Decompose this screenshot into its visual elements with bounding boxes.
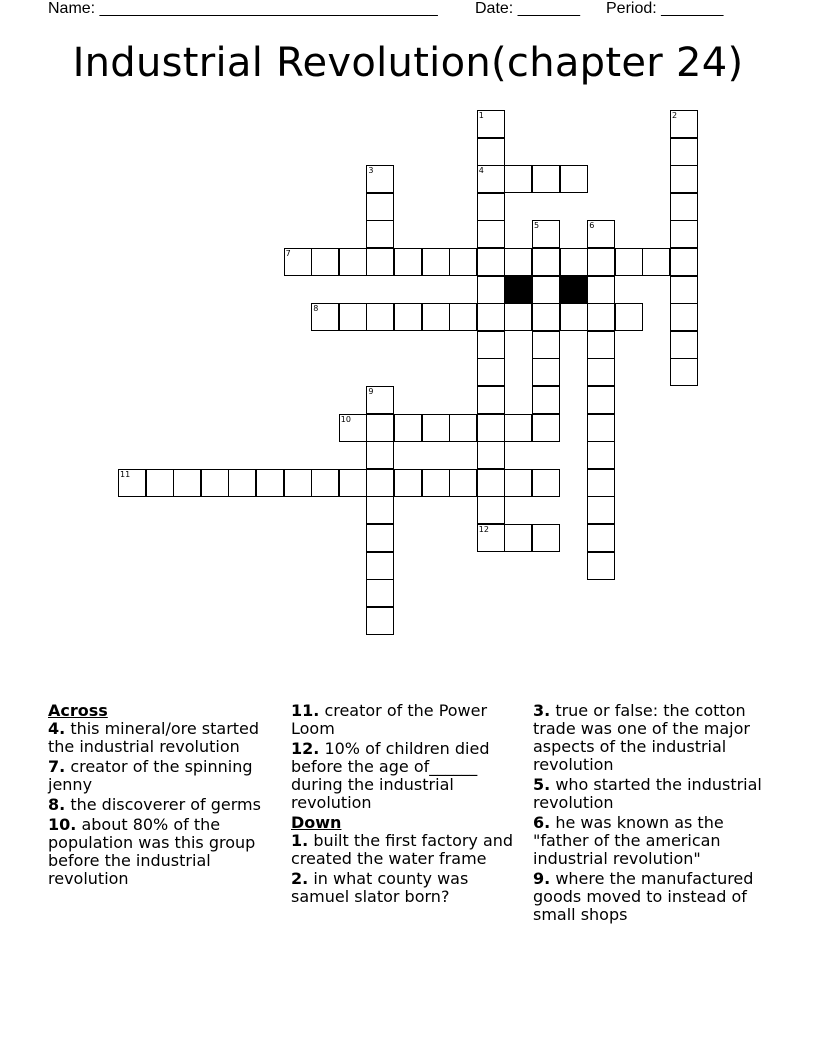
grid-cell[interactable]	[504, 414, 532, 442]
clue-number-4: 4	[478, 166, 484, 176]
grid-cell[interactable]	[587, 358, 615, 386]
grid-cell[interactable]	[532, 165, 560, 193]
grid-cell[interactable]	[587, 248, 615, 276]
grid-cell[interactable]	[477, 469, 505, 497]
grid-cell[interactable]	[587, 386, 615, 414]
grid-cell[interactable]	[422, 248, 450, 276]
grid-cell[interactable]	[587, 303, 615, 331]
grid-cell[interactable]	[339, 469, 367, 497]
clue-column-3	[533, 702, 763, 926]
grid-cell[interactable]	[366, 414, 394, 442]
black-cell	[560, 276, 588, 304]
grid-cell[interactable]	[477, 276, 505, 304]
grid-cell[interactable]	[311, 469, 339, 497]
grid-cell[interactable]	[422, 303, 450, 331]
grid-cell[interactable]	[366, 496, 394, 524]
grid-cell[interactable]	[366, 579, 394, 607]
clue-number-10: 10	[340, 414, 351, 424]
period-field[interactable]: Period: _______	[606, 0, 724, 17]
clue-number-5: 5	[534, 221, 540, 231]
grid-cell[interactable]	[670, 358, 698, 386]
clue-column-1	[48, 702, 278, 890]
grid-cell[interactable]	[477, 193, 505, 221]
grid-cell[interactable]	[587, 524, 615, 552]
grid-cell[interactable]	[422, 469, 450, 497]
grid-cell[interactable]	[366, 469, 394, 497]
clue-column-2	[291, 702, 521, 908]
clue-number-9: 9	[368, 387, 374, 396]
grid-cell[interactable]	[587, 552, 615, 580]
grid-cell[interactable]	[366, 607, 394, 635]
grid-cell[interactable]	[532, 276, 560, 304]
grid-cell[interactable]	[670, 303, 698, 331]
grid-cell[interactable]	[311, 248, 339, 276]
grid-cell[interactable]	[587, 469, 615, 497]
grid-cell[interactable]	[449, 469, 477, 497]
clue-down-9: 9. where the manufactured goods moved to instead of small shops	[533, 869, 754, 924]
name-field[interactable]: Name: ______________________________________	[48, 0, 438, 17]
grid-cell[interactable]	[504, 469, 532, 497]
grid-cell[interactable]	[477, 358, 505, 386]
grid-cell[interactable]	[587, 331, 615, 359]
grid-cell[interactable]	[339, 248, 367, 276]
grid-cell[interactable]	[532, 358, 560, 386]
grid-cell[interactable]	[504, 165, 532, 193]
clue-down-6: 6. he was known as the "father of the american industrial revolution"	[533, 813, 724, 868]
grid-cell[interactable]	[449, 414, 477, 442]
grid-cell[interactable]	[587, 441, 615, 469]
grid-cell[interactable]	[560, 165, 588, 193]
grid-cell[interactable]	[201, 469, 229, 497]
grid-cell[interactable]	[366, 220, 394, 248]
grid-cell[interactable]	[477, 331, 505, 359]
grid-cell[interactable]	[366, 193, 394, 221]
grid-cell[interactable]	[532, 414, 560, 442]
grid-cell[interactable]	[504, 248, 532, 276]
clue-number-2: 2	[672, 111, 678, 120]
clue-across-4: 4. this mineral/ore started the industrial revolution	[48, 719, 260, 756]
grid-cell[interactable]	[642, 248, 670, 276]
across-heading: Across	[48, 701, 108, 720]
clue-number-8: 8	[313, 304, 319, 314]
grid-cell[interactable]	[477, 386, 505, 414]
black-cell	[504, 276, 532, 304]
grid-cell[interactable]	[449, 248, 477, 276]
grid-cell[interactable]	[560, 303, 588, 331]
clue-number-11: 11	[120, 469, 131, 479]
grid-cell[interactable]	[532, 524, 560, 552]
grid-cell[interactable]	[504, 303, 532, 331]
clue-down-3: 3. true or false: the cotton trade was one of the major aspects of the industrial revolution	[533, 701, 750, 774]
clue-across-8: 8. the discoverer of germs	[48, 795, 261, 814]
clue-down-5: 5. who started the industrial revolution	[533, 775, 762, 812]
clue-number-7: 7	[285, 249, 291, 258]
grid-cell[interactable]	[615, 303, 643, 331]
grid-cell[interactable]	[670, 138, 698, 166]
grid-cell[interactable]	[532, 386, 560, 414]
clue-across-7: 7. creator of the spinning jenny	[48, 757, 253, 794]
clue-number-6: 6	[589, 221, 595, 231]
grid-cell[interactable]	[532, 248, 560, 276]
clue-across-11: 11. creator of the Power Loom	[291, 701, 488, 738]
grid-cell[interactable]	[394, 248, 422, 276]
grid-cell[interactable]	[587, 496, 615, 524]
grid-cell[interactable]	[477, 138, 505, 166]
grid-cell[interactable]	[670, 193, 698, 221]
grid-cell[interactable]	[670, 248, 698, 276]
grid-cell[interactable]	[477, 248, 505, 276]
grid-cell[interactable]	[477, 303, 505, 331]
down-heading: Down	[291, 813, 342, 832]
clue-down-1: 1. built the first factory and created the water frame	[291, 831, 514, 868]
grid-cell[interactable]	[394, 303, 422, 331]
date-field[interactable]: Date: _______	[475, 0, 580, 17]
grid-cell[interactable]	[422, 414, 450, 442]
clue-across-12: 12. 10% of children died before the age of______ during the industrial revolution	[291, 739, 490, 812]
grid-cell[interactable]	[366, 248, 394, 276]
clue-number-12: 12	[478, 525, 489, 534]
grid-cell[interactable]	[477, 441, 505, 469]
grid-cell[interactable]	[366, 552, 394, 580]
grid-cell[interactable]	[670, 165, 698, 193]
clue-across-10: 10. about 80% of the population was this group before the industrial revolution	[48, 815, 256, 888]
grid-cell[interactable]	[587, 414, 615, 442]
grid-cell[interactable]	[366, 303, 394, 331]
clue-number-3: 3	[368, 166, 374, 176]
clue-down-2: 2. in what county was samuel slator born?	[291, 869, 469, 906]
grid-cell[interactable]	[504, 524, 532, 552]
grid-cell[interactable]	[532, 469, 560, 497]
grid-cell[interactable]	[366, 441, 394, 469]
grid-cell[interactable]	[560, 248, 588, 276]
clue-number-1: 1	[478, 111, 484, 120]
grid-cell[interactable]	[173, 469, 201, 497]
grid-cell[interactable]	[228, 469, 256, 497]
grid-cell[interactable]	[587, 276, 615, 304]
grid-cell[interactable]	[532, 303, 560, 331]
grid-cell[interactable]	[394, 414, 422, 442]
grid-cell[interactable]	[670, 220, 698, 248]
grid-cell[interactable]	[670, 276, 698, 304]
grid-cell[interactable]	[256, 469, 284, 497]
page-title: Industrial Revolution(chapter 24)	[72, 40, 744, 86]
grid-cell[interactable]	[394, 469, 422, 497]
grid-cell[interactable]	[477, 414, 505, 442]
grid-cell[interactable]	[284, 469, 312, 497]
grid-cell[interactable]	[477, 496, 505, 524]
grid-cell[interactable]	[366, 524, 394, 552]
grid-cell[interactable]	[670, 331, 698, 359]
grid-cell[interactable]	[532, 331, 560, 359]
grid-cell[interactable]	[477, 220, 505, 248]
grid-cell[interactable]	[615, 248, 643, 276]
grid-cell[interactable]	[449, 303, 477, 331]
grid-cell[interactable]	[146, 469, 174, 497]
grid-cell[interactable]	[339, 303, 367, 331]
